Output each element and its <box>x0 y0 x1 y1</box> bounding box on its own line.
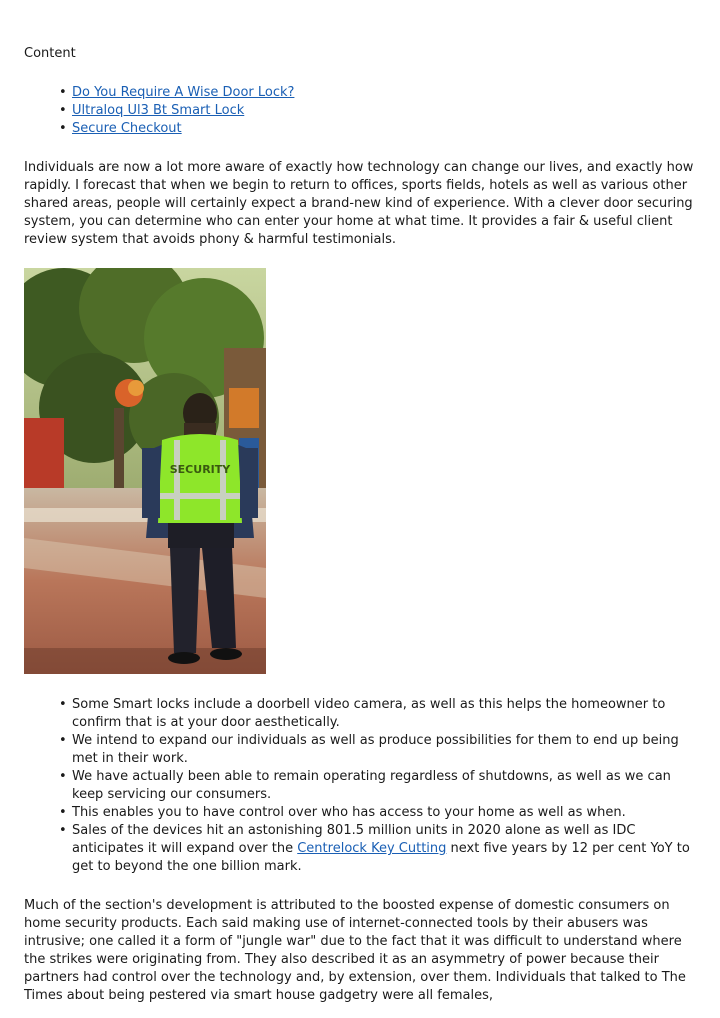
list-item <box>59 732 696 768</box>
vest-label: SECURITY <box>169 463 231 476</box>
bullet-glyph: • <box>59 85 67 100</box>
toc-link-ultraloq[interactable]: Ultraloq Ul3 Bt Smart Lock <box>72 103 245 118</box>
bullet-glyph: • <box>59 697 67 712</box>
bullet-glyph: • <box>59 733 67 748</box>
bullet-glyph: • <box>59 823 67 838</box>
toc-title: Content <box>24 46 76 61</box>
list-item-text-after: next five years by 12 per cent YoY to get to beyond the one billion mark. <box>72 841 690 874</box>
toc-item <box>59 102 294 120</box>
toc-item <box>59 84 295 102</box>
feature-list <box>24 696 696 876</box>
list-item <box>59 696 696 732</box>
bullet-glyph: • <box>59 769 67 784</box>
table-of-contents <box>24 84 294 138</box>
toc-link-wise-door-lock[interactable]: Do You Require A Wise Door Lock? <box>72 85 295 100</box>
list-item <box>59 822 696 876</box>
centrelock-key-cutting-link[interactable]: Centrelock Key Cutting <box>297 841 447 856</box>
list-item <box>59 768 696 804</box>
intro-paragraph: Individuals are now a lot more aware of exactly how technology can change our lives, and exactly how rapidly. I forecast that when we begin to return to offices, sports fields, hotels as well as various other shared areas, people will certainly expect a brand-new kind of experience. With a clever door securing system, you can determine who can enter your home at what time. It provides a fair & useful client review system that avoids phony & harmful testimonials. <box>24 160 694 247</box>
bullet-glyph: • <box>59 121 67 136</box>
list-item-text-before: Sales of the devices hit an astonishing 801.5 million units in 2020 alone as well as IDC anticipates it will expand over the <box>72 823 636 856</box>
list-item <box>59 804 696 822</box>
bullet-glyph: • <box>59 103 67 118</box>
bullet-glyph: • <box>59 805 67 820</box>
closing-paragraph: Much of the section's development is attributed to the boosted expense of domestic consumers on home security products. Each said making use of internet-connected tools by their abusers was intrusive; one called it a form of "jungle war" due to the fact that it was difficult to understand where the strikes were originating from. They also described it as an asymmetry of power because their partners had control over the technology and, by extension, over them. Individuals that talked to The Times about being pestered via smart house gadgetry were all females, <box>24 898 686 1003</box>
toc-link-secure-checkout[interactable]: Secure Checkout <box>72 121 182 136</box>
list-item-text: Some Smart locks include a doorbell video camera, as well as this helps the homeowner to confirm that is at your door aesthetically. <box>72 697 666 730</box>
list-item-text: We intend to expand our individuals as well as produce possibilities for them to end up being met in their work. <box>72 733 679 766</box>
security-guard-photo <box>24 268 266 674</box>
list-item-text: This enables you to have control over who has access to your home as well as when. <box>72 805 626 820</box>
list-item-text: We have actually been able to remain operating regardless of shutdowns, as well as we can keep servicing our consumers. <box>72 769 671 802</box>
toc-item <box>59 120 294 138</box>
